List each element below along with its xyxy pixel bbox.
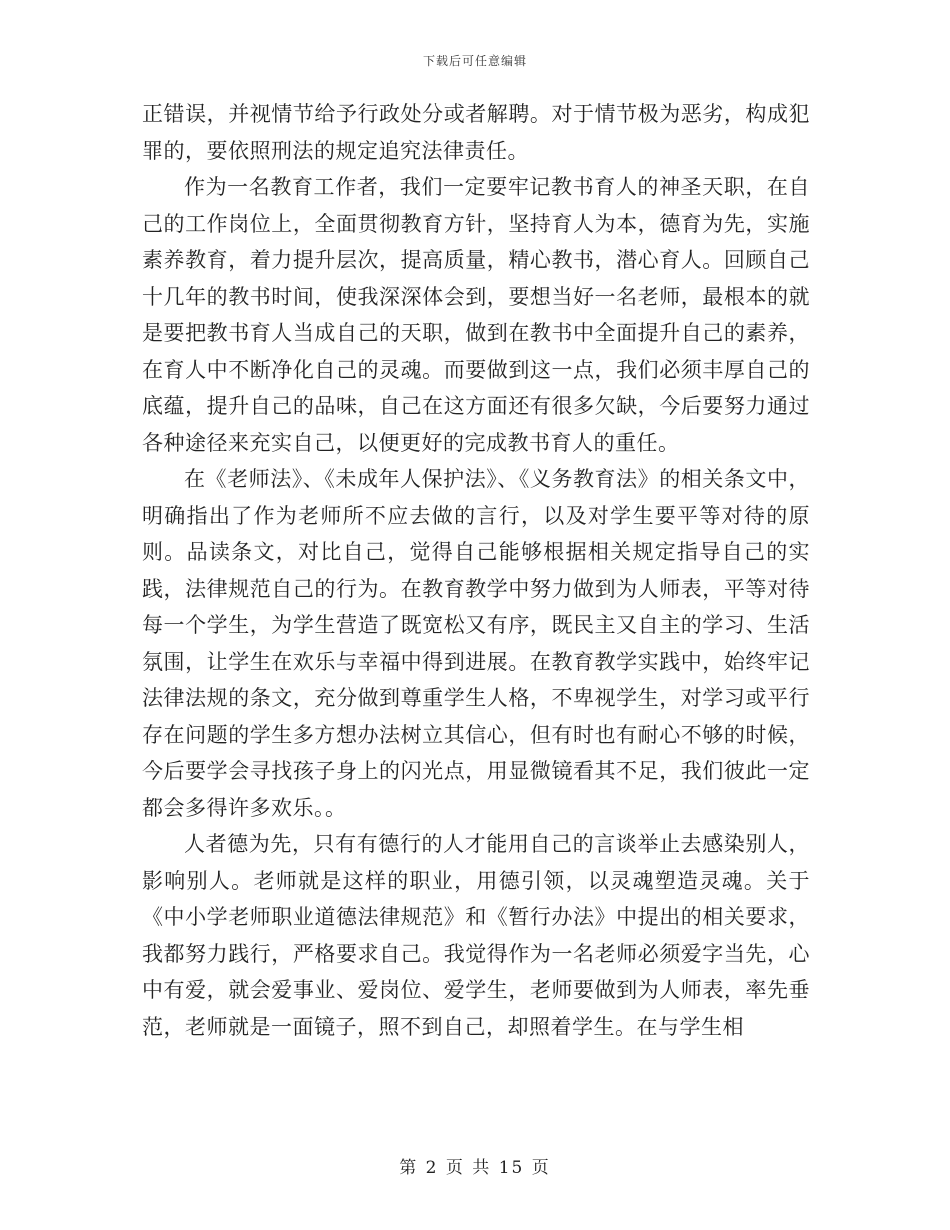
page-number: 第 2 页 共 15 页: [399, 1158, 551, 1178]
document-body: [142, 96, 810, 1045]
paragraph-continuation: 正错误，并视情节给予行政处分或者解聘。对于情节极为恶劣，构成犯罪的，要依照刑法的规定追究法律责任。: [142, 102, 810, 163]
paragraph-educator-duty: 作为一名教育工作者，我们一定要牢记教书育人的神圣天职，在自己的工作岗位上，全面贯彻教育方针，坚持育人为本，德育为先，实施素养教育，着力提升层次，提高质量，精心教书，潜心育人。回顾自己十几年的教书时间，使我深深体会到，要想当好一名老师，最根本的就是要把教书育人当成自己的天职，做到在教书中全面提升自己的素养，在育人中不断净化自己的灵魂。而要做到这一点，我们必须丰厚自己的底蕴，提升自己的品味，自己在这方面还有很多欠缺，今后要努力通过各种途径来充实自己，以便更好的完成教书育人的重任。: [142, 175, 810, 455]
paragraph-laws-reflection: 在《老师法》、《未成年人保护法》、《义务教育法》的相关条文中，明确指出了作为老师所不应去做的言行，以及对学生要平等对待的原则。品读条文，对比自己，觉得自己能够根据相关规定指导自己的实践，法律规范自己的行为。在教育教学中努力做到为人师表，平等对待每一个学生，为学生营造了既宽松又有序，既民主又自主的学习、生活氛围，让学生在欢乐与幸福中得到进展。在教育教学实践中，始终牢记法律法规的条文，充分做到尊重学生人格，不卑视学生，对学习或平行存在问题的学生多方想办法树立其信心，但有时也有耐心不够的时候，今后要学会寻找孩子身上的闪光点，用显微镜看其不足，我们彼此一定都会多得许多欢乐。。: [142, 467, 810, 820]
paragraph-virtue-first: 人者德为先，只有有德行的人才能用自己的言谈举止去感染别人，影响别人。老师就是这样的职业，用德引领，以灵魂塑造灵魂。关于《中小学老师职业道德法律规范》和《暂行办法》中提出的相关要求，我都努力践行，严格要求自己。我觉得作为一名老师必须爱字当先，心中有爱，就会爱事业、爱岗位、爱学生，老师要做到为人师表，率先垂范，老师就是一面镜子，照不到自己，却照着学生。在与学生相: [142, 832, 810, 1039]
page-header-note: 下载后可任意编辑: [422, 54, 527, 68]
